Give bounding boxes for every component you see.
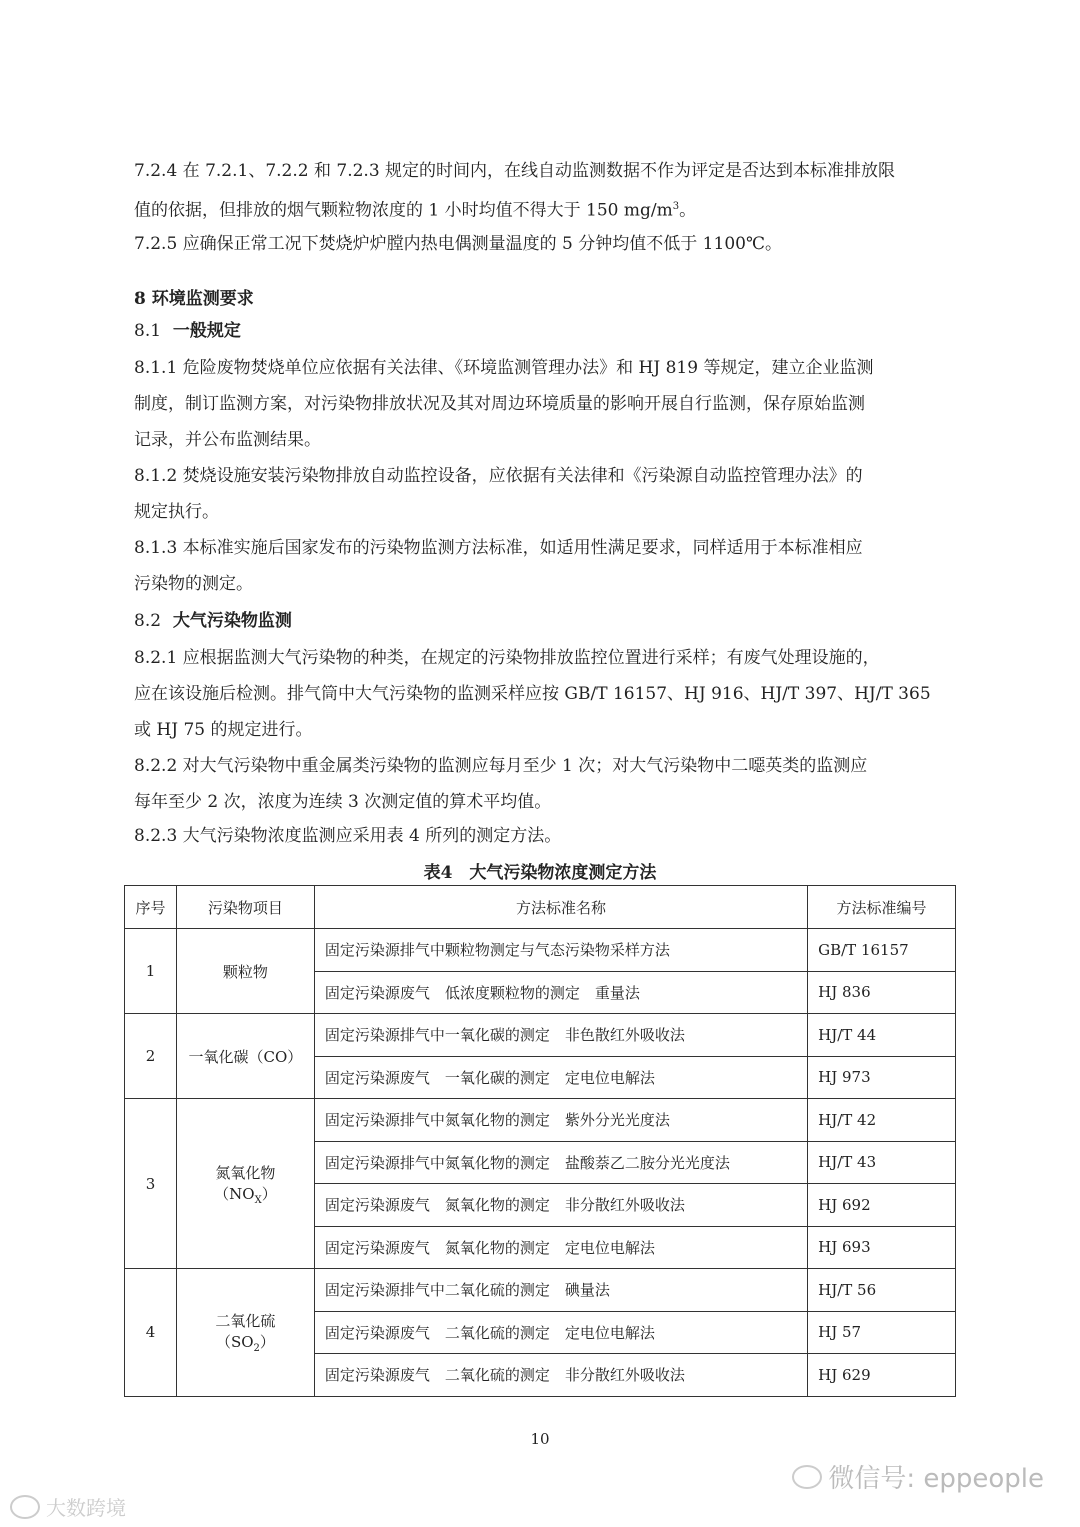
row-number-cell: 1 (125, 929, 177, 1014)
method-name-cell: 固定污染源排气中一氧化碳的测定 非色散红外吸收法 (314, 1014, 807, 1057)
pollutant-name: 一氧化碳（CO） (188, 1047, 303, 1066)
paragraph-line: 8.1.1 危险废物焚烧单位应依据有关法律、《环境监测管理办法》和 HJ 819 等规定，建立企业监测 (134, 358, 874, 378)
section-8-heading: 8 环境监测要求 (134, 289, 254, 309)
pollutant-name: 二氧化硫（SO (215, 1312, 276, 1352)
paragraph-line: 7.2.4 在 7.2.1、7.2.2 和 7.2.3 规定的时间内，在线自动监测数据不作为评定是否达到本标准排放限 (134, 161, 896, 181)
paragraph-line: 8.2.1 应根据监测大气污染物的种类，在规定的污染物排放监控位置进行采样；有废气处理设施的， (134, 648, 880, 668)
method-code-cell: HJ 692 (808, 1184, 956, 1227)
section-8-2-heading (134, 606, 292, 636)
watermark-right-text: 微信号: eppeople (828, 1464, 1044, 1494)
paragraph-line: 8.2.2 对大气污染物中重金属类污染物的监测应每月至少 1 次；对大气污染物中二噁英类的监测应 (134, 756, 868, 776)
pollutant-name-end: ） (259, 1333, 275, 1352)
table-row (125, 929, 956, 972)
pollutant-name: 氮氧化物（NO (214, 1163, 276, 1203)
row-number-cell: 3 (125, 1099, 177, 1269)
section-title: 大气污染物监测 (172, 611, 292, 631)
paragraph-line: 。 (764, 234, 782, 254)
pollutant-cell (176, 1099, 314, 1269)
paragraph-line: 。 (679, 200, 697, 221)
paragraph-8-2-2 (134, 748, 954, 820)
pollutant-cell (176, 929, 314, 1014)
paragraph-line: 7.2.5 应确保正常工况下焚烧炉炉膛内热电偶测量温度的 5 分钟均值不低于 1100 (134, 234, 746, 254)
table-caption: 表4 大气污染物浓度测定方法 (423, 863, 657, 883)
paragraph-line: 规定执行。 (134, 502, 219, 522)
method-code-cell: HJ 629 (808, 1354, 956, 1397)
table-row (125, 1014, 956, 1057)
method-code-cell: HJ 836 (808, 971, 956, 1014)
paragraph-8-2-1 (134, 640, 954, 748)
temperature-unit: ℃ (745, 234, 765, 254)
section-number: 8.1 (134, 321, 162, 341)
page-number: 10 (530, 1430, 550, 1448)
superscript: 3 (672, 201, 680, 212)
row-number-cell: 4 (125, 1269, 177, 1397)
paragraph-8-1-3 (134, 530, 954, 602)
row-number-cell: 2 (125, 1014, 177, 1099)
table-row (125, 1099, 956, 1142)
paragraph-line: 应在该设施后检测。排气筒中大气污染物的监测采样应按 GB/T 16157、HJ 916、HJ/T 397、HJ/T 365 (134, 684, 931, 704)
method-name-cell: 固定污染源废气 二氧化硫的测定 非分散红外吸收法 (314, 1354, 807, 1397)
method-name-cell: 固定污染源排气中氮氧化物的测定 盐酸萘乙二胺分光光度法 (314, 1141, 807, 1184)
method-name-cell: 固定污染源废气 低浓度颗粒物的测定 重量法 (314, 971, 807, 1014)
method-name-cell: 固定污染源废气 二氧化硫的测定 定电位电解法 (314, 1311, 807, 1354)
paragraph-line: 8.1.2 焚烧设施安装污染物排放自动监控设备，应依据有关法律和《污染源自动监控管理办法》的 (134, 466, 863, 486)
pollutant-cell (176, 1014, 314, 1099)
method-code-cell: HJ/T 56 (808, 1269, 956, 1312)
table-body (125, 929, 956, 1397)
pollutant-cell (176, 1269, 314, 1397)
paragraph-8-2-3: 8.2.3 大气污染物浓度监测应采用表 4 所列的测定方法。 (134, 826, 562, 846)
method-name-cell: 固定污染源废气 氮氧化物的测定 定电位电解法 (314, 1226, 807, 1269)
method-code-cell: HJ/T 43 (808, 1141, 956, 1184)
header-cell: 方法标准编号 (808, 886, 956, 929)
paragraph-line: 记录，并公布监测结果。 (134, 430, 321, 450)
wechat-icon (792, 1465, 822, 1489)
method-code-cell: GB/T 16157 (808, 929, 956, 972)
method-code-cell: HJ 973 (808, 1056, 956, 1099)
section-title: 一般规定 (172, 321, 241, 341)
section-8-1-heading (134, 316, 241, 346)
table-row (125, 1269, 956, 1312)
paragraph-line: 污染物的测定。 (134, 574, 253, 594)
pollutant-name: 颗粒物 (222, 962, 268, 981)
paragraph-7-2-5 (134, 226, 954, 262)
paragraph-8-1-2 (134, 458, 954, 530)
pollutant-subscript: X (254, 1194, 262, 1206)
header-cell: 污染物项目 (176, 886, 314, 929)
paragraph-8-1-1 (134, 350, 954, 458)
header-cell: 方法标准名称 (314, 886, 807, 929)
monitoring-methods-table (124, 885, 956, 1397)
method-name-cell: 固定污染源排气中氮氧化物的测定 紫外分光光度法 (314, 1099, 807, 1142)
method-name-cell: 固定污染源排气中二氧化硫的测定 碘量法 (314, 1269, 807, 1312)
paragraph-line: 8.1.3 本标准实施后国家发布的污染物监测方法标准，如适用性满足要求，同样适用于本标准相应 (134, 538, 863, 558)
watermark-left-text: 大数跨境 (46, 1496, 126, 1520)
watermark-right (792, 1458, 1044, 1495)
watermark-logo-icon (10, 1495, 40, 1519)
method-code-cell: HJ/T 42 (808, 1099, 956, 1142)
table-header-row (125, 886, 956, 929)
paragraph-line: 制度，制订监测方案，对污染物排放状况及其对周边环境质量的影响开展自行监测，保存原始监测 (134, 394, 865, 414)
pollutant-name-end: ） (261, 1184, 277, 1203)
paragraph-7-2-4 (134, 153, 954, 229)
paragraph-line: 或 HJ 75 的规定进行。 (134, 720, 313, 740)
method-code-cell: HJ 693 (808, 1226, 956, 1269)
paragraph-line: 值的依据，但排放的烟气颗粒物浓度的 1 小时均值不得大于 150 mg/m (134, 200, 673, 221)
section-number: 8.2 (134, 611, 162, 631)
pollutant-subscript: 2 (253, 1343, 260, 1355)
method-code-cell: HJ/T 44 (808, 1014, 956, 1057)
paragraph-line: 每年至少 2 次，浓度为连续 3 次测定值的算术平均值。 (134, 792, 552, 812)
watermark-left (10, 1492, 126, 1521)
header-cell: 序号 (125, 886, 177, 929)
method-code-cell: HJ 57 (808, 1311, 956, 1354)
method-name-cell: 固定污染源排气中颗粒物测定与气态污染物采样方法 (314, 929, 807, 972)
method-name-cell: 固定污染源废气 氮氧化物的测定 非分散红外吸收法 (314, 1184, 807, 1227)
method-name-cell: 固定污染源废气 一氧化碳的测定 定电位电解法 (314, 1056, 807, 1099)
